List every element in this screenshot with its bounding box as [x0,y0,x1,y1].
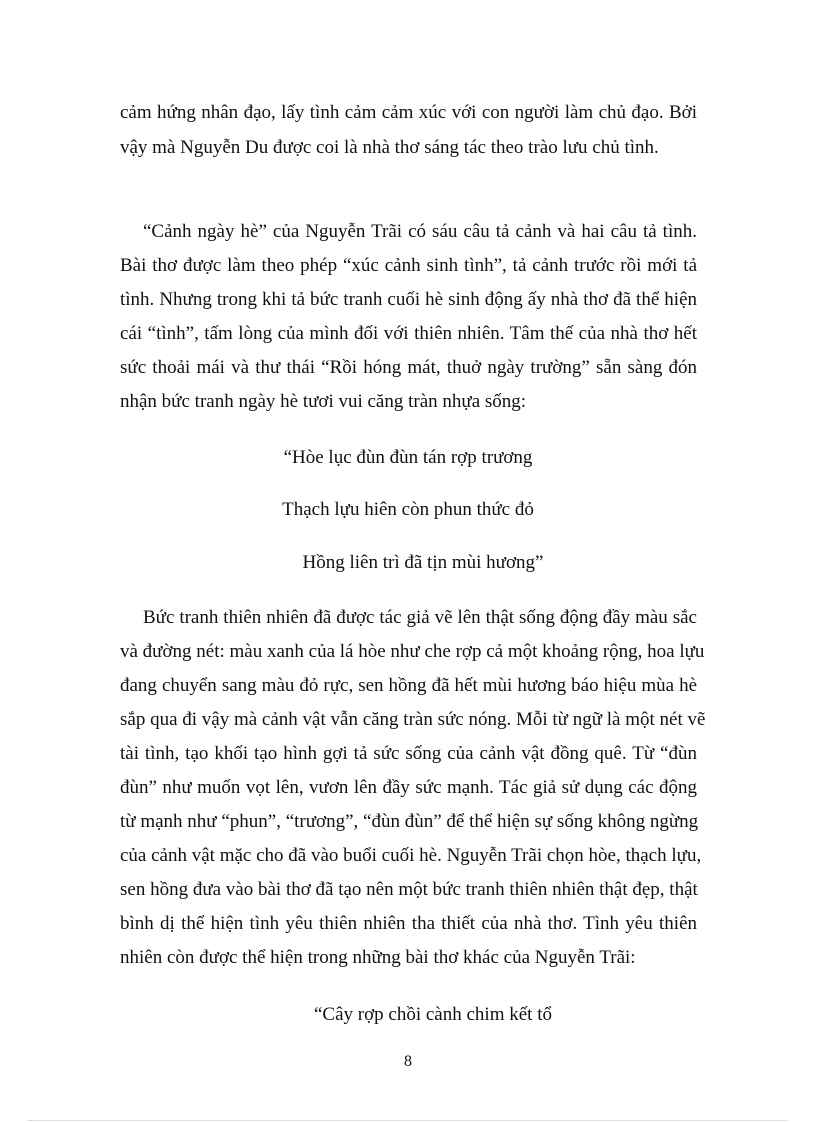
paragraph-line: cảm hứng nhân đạo, lấy tình cảm cảm xúc với con người làm chủ đạo. Bởi [120,102,697,123]
paragraph-line: nhận bức tranh ngày hè tươi vui căng tràn nhựa sống: [120,391,527,412]
paragraph-line: nhiên còn được thể hiện trong những bài thơ khác của Nguyễn Trãi: [120,947,636,968]
paragraph-line: từ mạnh như “phun”, “trương”, “đùn đùn” để thể hiện sự sống không ngừng [120,811,699,832]
paragraph-line: tình. Nhưng trong khi tả bức tranh cuối hè sinh động ấy nhà thơ đã thể hiện [120,289,697,310]
paragraph-line: “Cảnh ngày hè” của Nguyễn Trãi có sáu câu tả cảnh và hai câu tả tình. [143,221,697,242]
poem-verse: Thạch lựu hiên còn phun thức đỏ [282,499,534,520]
paragraph-line: Bài thơ được làm theo phép “xúc cảnh sinh tình”, tả cảnh trước rồi mới tả [120,255,697,276]
paragraph-line: và đường nét: màu xanh của lá hòe như che rợp cả một khoảng rộng, hoa lựu [120,641,705,662]
paragraph-line: đang chuyển sang màu đỏ rực, sen hồng đã hết mùi hương báo hiệu mùa hè [120,675,697,696]
page-number: 8 [404,1053,412,1070]
paragraph-line: cái “tình”, tấm lòng của mình đối với thiên nhiên. Tâm thế của nhà thơ hết [120,323,697,344]
paragraph-line: sen hồng đưa vào bài thơ đã tạo nên một bức tranh thiên nhiên thật đẹp, thật [120,879,698,900]
paragraph-line: bình dị thể hiện tình yêu thiên nhiên tha thiết của nhà thơ. Tình yêu thiên [120,913,697,934]
page-bottom-divider [28,1120,788,1121]
paragraph-line: vậy mà Nguyễn Du được coi là nhà thơ sáng tác theo trào lưu chủ tình. [120,137,659,158]
paragraph-line: đùn” như muốn vọt lên, vươn lên đầy sức mạnh. Tác giả sử dụng các động [120,777,697,798]
paragraph-line: của cảnh vật mặc cho đã vào buổi cuối hè. Nguyễn Trãi chọn hòe, thạch lựu, [120,845,702,866]
paragraph-line: tài tình, tạo khối tạo hình gợi tả sức sống của cảnh vật đồng quê. Từ “đùn [120,743,697,764]
paragraph-line: sắp qua đi vậy mà cảnh vật vẫn căng tràn sức nóng. Mỗi từ ngữ là một nét vẽ [120,709,706,730]
paragraph-line: Bức tranh thiên nhiên đã được tác giả vẽ lên thật sống động đầy màu sắc [143,607,697,628]
paragraph-line: sức thoải mái và thư thái “Rồi hóng mát, thuở ngày trường” sẵn sàng đón [120,357,697,378]
poem-verse: Hồng liên trì đã tịn mùi hương” [302,552,544,573]
poem-verse: “Hòe lục đùn đùn tán rợp trương [283,447,533,468]
poem-verse: “Cây rợp chồi cành chim kết tổ [314,1004,552,1025]
